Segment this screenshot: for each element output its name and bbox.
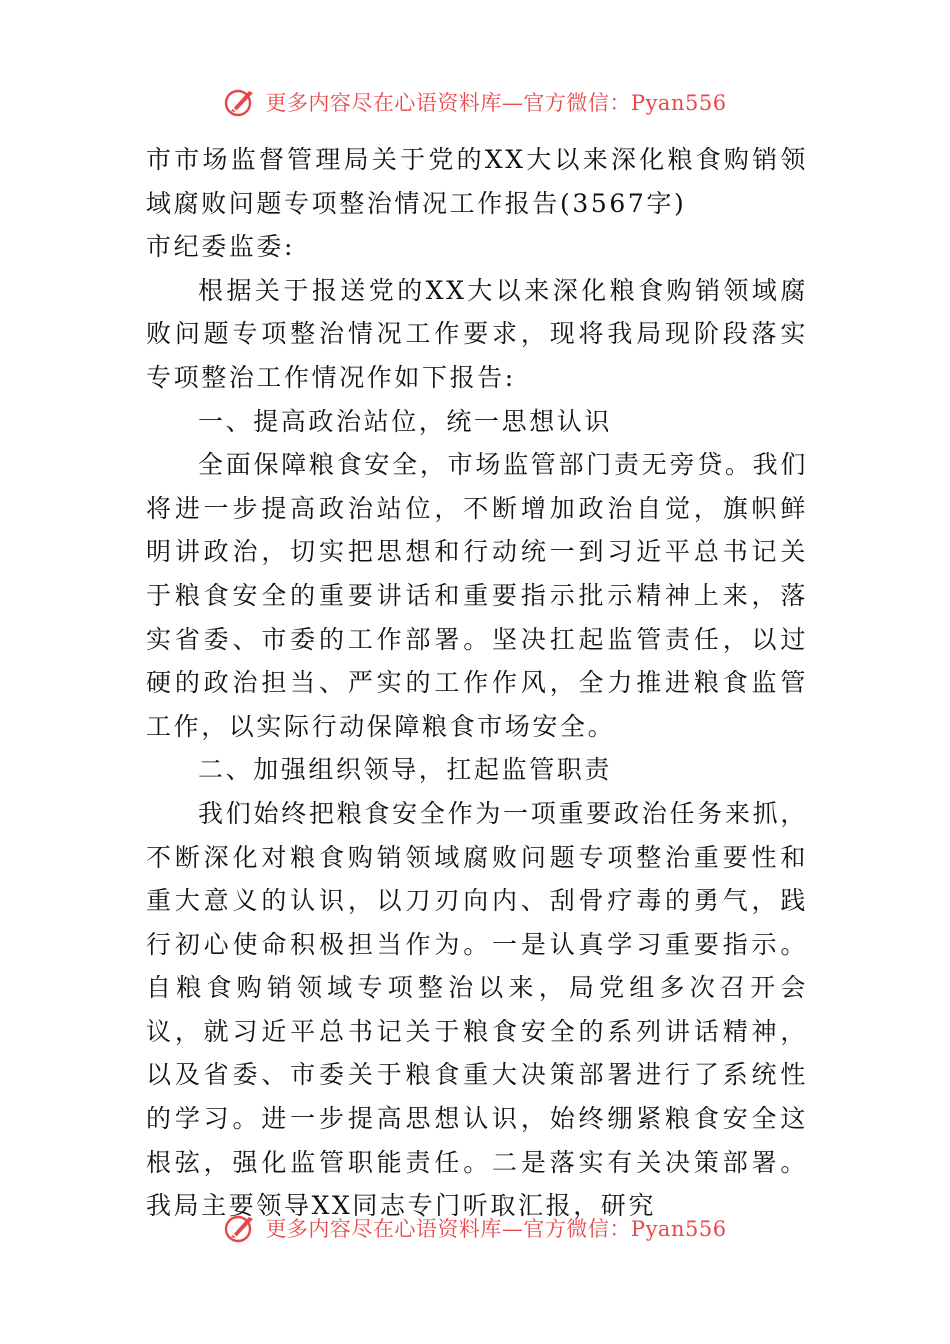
document-title: 市市场监督管理局关于党的XX大以来深化粮食购销领域腐败问题专项整治情况工作报告(3567字): [146, 145, 808, 218]
watermark-text: 更多内容尽在心语资料库—官方微信：Pyan556: [265, 1217, 727, 1241]
header-watermark-banner: [0, 82, 950, 122]
watermark-text: 更多内容尽在心语资料库—官方微信：Pyan556: [265, 91, 727, 115]
salutation: 市纪委监委:: [146, 232, 296, 262]
section-1-paragraph: 全面保障粮食安全，市场监管部门责无旁贷。我们将进一步提高政治站位，不断增加政治自觉，旗帜鲜明讲政治，切实把思想和行动统一到习近平总书记关于粮食安全的重要讲话和重要指示批示精神上来，落实省委、市委的工作部署。坚决扛起监管责任，以过硬的政治担当、严实的工作作风，全力推进粮食监管工作，以实际行动保障粮食市场安全。: [146, 450, 808, 741]
section-2-heading: 二、加强组织领导，扛起监管职责: [198, 755, 613, 785]
intro-paragraph: 根据关于报送党的XX大以来深化粮食购销领域腐败问题专项整治情况工作要求，现将我局现阶段落实专项整治工作情况作如下报告:: [146, 275, 808, 392]
section-2-paragraph: 我们始终把粮食安全作为一项重要政治任务来抓，不断深化对粮食购销领域腐败问题专项整治重要性和重大意义的认识，以刀刃向内、刮骨疗毒的勇气，践行初心使命积极担当作为。一是认真学习重要指示。自粮食购销领域专项整治以来，局党组多次召开会议，就习近平总书记关于粮食安全的系列讲话精神，以及省委、市委关于粮食重大决策部署进行了系统性的学习。进一步提高思想认识，始终绷紧粮食安全这根弦，强化监管职能责任。二是落实有关决策部署。我局主要领导XX同志专门听取汇报，研究: [146, 798, 808, 1221]
footer-watermark-banner: [0, 1208, 950, 1248]
section-1-heading: 一、提高政治站位，统一思想认识: [198, 406, 613, 436]
document-body: [146, 138, 808, 1228]
quill-pen-circle-icon: [223, 85, 257, 119]
quill-pen-circle-icon: [223, 1211, 257, 1245]
